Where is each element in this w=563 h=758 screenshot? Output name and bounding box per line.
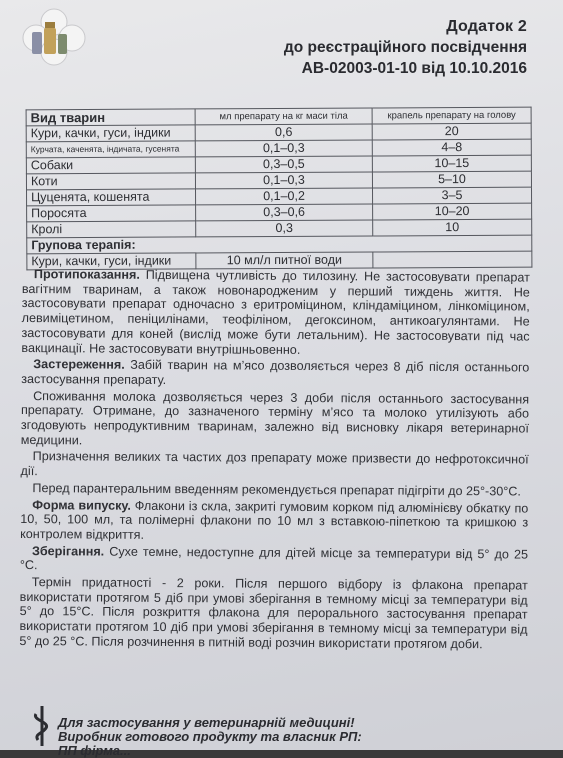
drops-cell: 10–20 — [373, 203, 532, 220]
ml-cell: 0,3–0,6 — [196, 204, 373, 221]
table-row — [26, 155, 531, 174]
empty-cell — [373, 251, 532, 268]
drops-cell: 5–10 — [372, 171, 531, 188]
table-row — [27, 203, 532, 222]
table-row — [27, 187, 532, 206]
company-logo-icon — [14, 8, 88, 72]
ml-cell: 0,1–0,3 — [195, 172, 372, 189]
group-dose-cell: 10 мл/л питної води — [196, 252, 373, 269]
warnings-paragraph — [21, 357, 529, 390]
storage-paragraph — [20, 544, 528, 577]
drops-cell: 10–15 — [372, 155, 531, 172]
animal-cell: Собаки — [26, 157, 195, 174]
animal-cell: Кролі — [27, 221, 196, 238]
appendix-title: Додаток 2 — [446, 18, 527, 35]
drops-cell: 4–8 — [372, 139, 531, 156]
animal-cell: Поросята — [27, 205, 196, 222]
column-header-ml-per-kg: мл препарату на кг маси тіла — [195, 108, 372, 125]
footer — [30, 690, 550, 758]
warnings-title: Застереження. — [33, 357, 125, 372]
table-row — [26, 123, 531, 142]
shelf-life-paragraph: Термін придатності - 2 роки. Після першого відбору із флакона препарат використати протягом 5 діб при умові зберігання в темному місці за температури від 5° до 15°С. Після розкриття флакона для перорального застосування препарат використати протягом 10 діб при умові зберігання в темному місці за температури від 5° до 25 °С. Після розчинення в питній воді розчин використати протягом доби. — [19, 575, 528, 652]
drops-cell: 20 — [372, 123, 531, 140]
ml-cell: 0,3 — [196, 220, 373, 237]
footer-vet-use: Для застосування у ветеринарній медицині! — [58, 715, 355, 730]
storage-title: Зберігання. — [31, 543, 105, 559]
contraindications-text: Підвищена чутливість до тилозину. Не застосовувати препарат вагітним тваринам, а також новонародженим у перший тиждень життя. Не застосовувати препарат одночасно з еритроміцином, кліндаміцином, лінкоміцином, левиміцетином, пеніцилінами, теофіліном, дегоксином, антикоагулянтами. Не застосовувати для коней (вислід може бути летальним). Не застосовувати під час вакцинації. Не застосовувати внутрішньовенно. — [21, 267, 530, 357]
drops-cell: 3–5 — [372, 187, 531, 204]
dose-warning-paragraph: Призначення великих та частих доз препарату може призвести до нефротоксичної дії. — [20, 449, 529, 479]
footer-manufacturer: Виробник готового продукту та власник РП: — [58, 729, 362, 744]
dosage-table — [26, 107, 533, 271]
ml-cell: 0,1–0,2 — [196, 188, 373, 205]
table-row — [27, 219, 532, 238]
certificate-number: АВ-02003-01-10 від 10.10.2016 — [301, 60, 527, 77]
contraindications-paragraph — [21, 267, 530, 359]
drops-cell: 10 — [373, 219, 532, 236]
registration-header — [284, 18, 527, 78]
warming-paragraph: Перед парантеральним введенням рекомендується препарат підігріти до 25°-30°С. — [32, 480, 521, 499]
certificate-caption: до реєстраційного посвідчення — [283, 39, 527, 56]
release-form-title: Форма випуску. — [32, 497, 131, 513]
warnings-text: Забій тварин на м’ясо дозволяється через 8 діб після останнього застосування препарату. — [21, 357, 530, 387]
storage-text: Сухе темне, недоступне для дітей місце за температури від 5° до 25 °С. — [19, 544, 529, 573]
column-header-animal: Вид тварин — [26, 109, 195, 126]
footer-company: ПП фірма... — [58, 743, 131, 758]
table-row — [26, 171, 531, 190]
table-header-row — [26, 107, 531, 126]
ml-cell: 0,6 — [195, 124, 372, 141]
column-header-drops-per-head: крапель препарату на голову — [372, 107, 531, 124]
ml-cell: 0,3–0,5 — [195, 156, 372, 173]
animal-cell: Коти — [26, 173, 195, 190]
contraindications-title: Протипоказання. — [33, 267, 140, 282]
ml-cell: 0,1–0,3 — [195, 140, 372, 157]
animal-cell: Кури, качки, гуси, індики — [26, 125, 195, 142]
release-form-text: Флакони із скла, закриті гумовим корком під алюмінієву обкатку по 10, 50, 100 мл, та полімерні флакони по 10 мл з вставкою-піпеткою та кришкою з контролем відкриття. — [20, 498, 529, 542]
milk-paragraph: Споживання молока дозволяється через 3 доби після останнього застосування препарату. Отримане, до зазначеного терміну м’ясо та молоко утилізують або згодовують непродуктивним тваринам, залежно від висновку лікаря ветеринарної медицини. — [20, 388, 530, 448]
animal-cell: Цуценята, кошенята — [27, 189, 196, 206]
vet-emblem-icon — [30, 704, 54, 748]
animal-cell: Кури, качки, гуси, індики — [27, 253, 196, 270]
instruction-body — [19, 267, 530, 654]
animal-cell: Курчата, каченята, індичата, гусенята — [26, 141, 195, 158]
table-row — [26, 139, 531, 158]
group-therapy-title: Групова терапія: — [27, 235, 532, 254]
release-form-paragraph — [20, 498, 528, 546]
